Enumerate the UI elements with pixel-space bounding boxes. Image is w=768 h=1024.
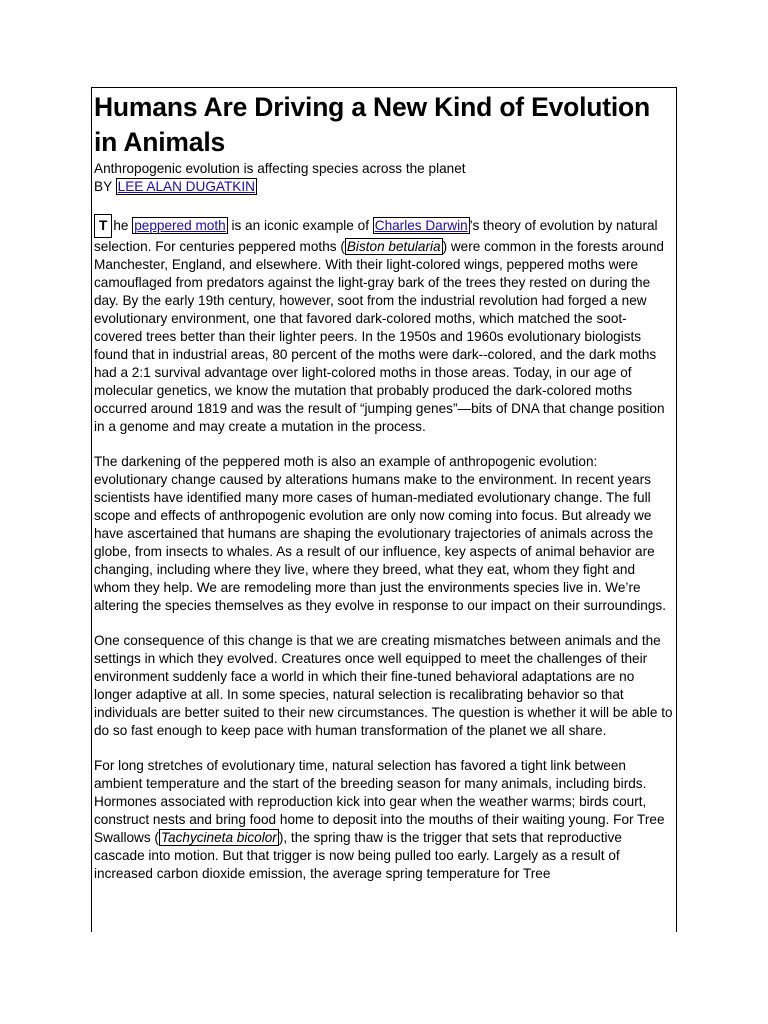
text-run: ), the spring thaw is the trigger that sets that reproductive cascade into motion. But that trigger is now being pulled too early. Largely as a result of increased carbon dioxide emission, the average spring temperature for Tree xyxy=(94,830,622,881)
author-link[interactable]: LEE ALAN DUGATKIN xyxy=(117,179,255,194)
text-run: For long stretches of evolutionary time, natural selection has favored a tight link between ambient temperature and the start of the breeding season for many animals, including birds. Hormones associated with reproduction kick into gear when the weather warms; birds court, construct nests and bring food home to deposit into the mouths of their waiting young. For Tree Swallows ( xyxy=(94,758,665,845)
article-title: Humans Are Driving a New Kind of Evolution in Animals xyxy=(94,92,651,157)
scientific-name: Biston betularia xyxy=(346,239,441,254)
text-run: he xyxy=(113,218,133,233)
charles-darwin-link[interactable]: Charles Darwin xyxy=(374,218,468,233)
peppered-moth-link[interactable]: peppered moth xyxy=(134,218,226,233)
text-run: ’s theory of evolution by natural selection. For centuries peppered moths ( xyxy=(94,218,658,254)
paragraph-1 xyxy=(94,214,673,436)
article xyxy=(92,88,676,883)
article-frame xyxy=(91,87,677,932)
byline xyxy=(94,178,673,196)
drop-cap: T xyxy=(94,214,112,238)
paragraph-3: One consequence of this change is that we are creating mismatches between animals and the settings in which they evolved. Creatures once well equipped to meet the challenges of their environment suddenly face a world in which their fine-tuned behavioral adaptations are no longer adaptive at all. In some species, natural selection is recalibrating behavior so that individuals are better suited to their new circumstances. The question is whether it will be able to do so fast enough to keep pace with human transformation of the planet we all share. xyxy=(94,633,673,738)
byline-prefix: BY xyxy=(94,179,116,194)
paragraph-4 xyxy=(94,757,673,883)
article-subtitle: Anthropogenic evolution is affecting species across the planet xyxy=(94,161,466,176)
paragraph-2: The darkening of the peppered moth is also an example of anthropogenic evolution: evolutionary change caused by alterations humans make to the environment. In recent years scientists have identified many more cases of human-mediated evolutionary change. The full scope and effects of anthropogenic evolution are only now coming into focus. But already we have ascertained that humans are shaping the evolutionary trajectories of animals across the globe, from insects to whales. As a result of our influence, key aspects of animal behavior are changing, including where they live, where they breed, what they eat, whom they fight and whom they help. We are remodeling more than just the environments species live in. We’re altering the species themselves as they evolve in response to our impact on their surroundings. xyxy=(94,454,666,613)
scientific-name: Tachycineta bicolor xyxy=(160,830,277,845)
text-run: ) were common in the forests around Manchester, England, and elsewhere. With their light-colored wings, peppered moths were camouflaged from predators against the light-gray bark of the trees they rested on during the day. By the early 19th century, however, soot from the industrial revolution had forged a new evolutionary environment, one that favored dark-colored moths, which matched the soot-covered trees better than their lighter peers. In the 1950s and 1960s evolutionary biologists found that in industrial areas, 80 percent of the moths were dark--colored, and the dark moths had a 2:1 survival advantage over light-colored moths in those areas. Today, in our age of molecular genetics, we know the mutation that probably produced the dark-colored moths occurred around 1819 and was the result of “jumping genes”—bits of DNA that change position in a genome and may create a mutation in the process. xyxy=(94,239,665,434)
text-run: is an iconic example of xyxy=(227,218,373,233)
article-body xyxy=(94,214,673,883)
